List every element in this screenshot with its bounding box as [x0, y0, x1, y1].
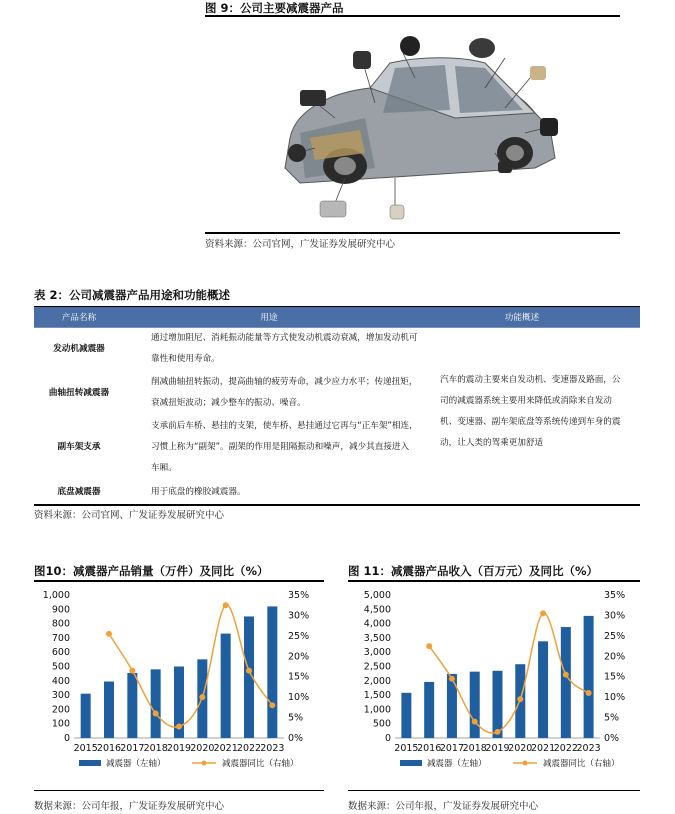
- yoy-point: [153, 710, 159, 716]
- legend-bar-label: 减震器（左轴）: [106, 759, 166, 769]
- product-name: 发动机减震器: [53, 344, 105, 354]
- bar: [127, 673, 137, 738]
- left-tick-label: 800: [51, 618, 70, 630]
- right-tick-label: 25%: [604, 630, 626, 642]
- chart11-title: 图 11：减震器产品收入（百万元）及同比（%）: [348, 564, 599, 578]
- use-line: 衰减扭矩波动；减少整车的振动、噪音。: [151, 398, 306, 408]
- car-illustration: [205, 18, 620, 230]
- left-tick-label: 4,000: [363, 618, 391, 630]
- function-line: 动，让人类的驾乘更加舒适: [440, 438, 544, 448]
- chart11-bottom-rule: [348, 790, 640, 791]
- use-line: 削减曲轴扭转振动，提高曲轴的疲劳寿命，减少应力水平；传递扭矩，: [151, 377, 418, 387]
- x-tick-label: 2020: [190, 743, 215, 754]
- function-line: 机、变速器、副车架底盘等系统传递到车身的震: [440, 417, 621, 427]
- damper-part-9: [320, 201, 346, 217]
- right-tick-label: 20%: [604, 651, 626, 663]
- left-tick-label: 3,500: [363, 632, 391, 644]
- damper-part-3: [469, 38, 495, 58]
- damper-part-10: [390, 205, 404, 219]
- x-tick-label: 2015: [73, 743, 98, 754]
- damper-part-8: [288, 144, 306, 162]
- bar: [470, 672, 480, 738]
- right-tick-label: 10%: [604, 692, 626, 704]
- left-tick-label: 700: [51, 632, 70, 644]
- left-tick-label: 100: [51, 718, 70, 730]
- product-name: 曲轴扭转减震器: [48, 388, 110, 398]
- right-tick-label: 20%: [288, 651, 310, 663]
- legend-line-marker: [523, 761, 528, 766]
- x-tick-label: 2021: [213, 743, 238, 754]
- bar: [401, 693, 411, 738]
- table2-source: 资料来源：公司官网、广发证券发展研究中心: [34, 510, 225, 521]
- chart10-top-rule: [34, 580, 324, 582]
- left-tick-label: 1,000: [363, 704, 391, 716]
- chart10-bottom-rule: [34, 790, 324, 791]
- damper-part-5: [530, 66, 546, 80]
- bar: [81, 694, 91, 738]
- car-body: [285, 58, 555, 184]
- left-tick-label: 400: [51, 675, 70, 687]
- yoy-point: [540, 610, 546, 616]
- figure9-bottom-rule: [205, 232, 620, 234]
- yoy-point: [449, 676, 455, 682]
- left-tick-label: 200: [51, 704, 70, 716]
- right-tick-label: 15%: [288, 671, 310, 683]
- chart10-source: 数据来源：公司年报，广发证券发展研究中心: [34, 801, 225, 812]
- left-tick-label: 2,500: [363, 661, 391, 673]
- bar: [267, 606, 277, 738]
- yoy-point: [495, 729, 501, 735]
- figure9-title: 图 9：公司主要减震器产品: [205, 1, 344, 15]
- damper-part-2: [400, 36, 420, 56]
- x-tick-label: 2019: [485, 743, 510, 754]
- x-tick-label: 2017: [439, 743, 465, 754]
- x-tick-label: 2017: [120, 743, 145, 754]
- x-tick-label: 2023: [260, 743, 285, 754]
- use-line: 通过增加阻尼、消耗振动能量等方式使发动机震动衰减，增加发动机可: [151, 333, 418, 343]
- bar: [538, 641, 548, 738]
- table2-title: 表 2：公司减震器产品用途和功能概述: [34, 288, 231, 302]
- legend-bar-label: 减震器（左轴）: [427, 759, 487, 769]
- left-tick-label: 0: [63, 733, 70, 744]
- right-tick-label: 5%: [604, 712, 620, 724]
- function-line: 汽车的震动主要来自发动机、变速器及路面，公: [440, 375, 621, 385]
- yoy-point: [223, 602, 229, 608]
- x-tick-label: 2016: [96, 743, 122, 754]
- left-tick-label: 5,000: [363, 590, 391, 601]
- x-tick-label: 2021: [530, 743, 556, 754]
- damper-part-7: [498, 161, 512, 173]
- x-tick-label: 2016: [417, 743, 442, 754]
- left-tick-label: 500: [51, 661, 70, 673]
- left-tick-label: 900: [51, 604, 70, 616]
- right-tick-label: 0%: [288, 733, 304, 744]
- right-tick-label: 15%: [604, 671, 626, 683]
- left-tick-label: 3,000: [363, 647, 391, 659]
- bar: [584, 616, 594, 738]
- x-tick-label: 2022: [236, 743, 262, 754]
- yoy-point: [472, 719, 478, 725]
- table-row: [34, 328, 640, 372]
- yoy-point: [563, 672, 569, 678]
- yoy-point: [586, 690, 592, 696]
- chart11-source: 数据来源：公司年报，广发证券发展研究中心: [348, 801, 539, 812]
- yoy-point: [129, 668, 135, 674]
- x-tick-label: 2023: [576, 743, 601, 754]
- left-tick-label: 300: [51, 690, 70, 702]
- header-product-name: 产品名称: [61, 313, 97, 323]
- damper-part-6: [540, 118, 558, 136]
- use-line: 用于底盘的橡胶减震器。: [151, 487, 246, 497]
- right-tick-label: 0%: [604, 733, 620, 744]
- bar: [447, 674, 457, 738]
- function-line: 司的减震器系统主要用来降低或消除来自发动: [440, 396, 612, 406]
- x-tick-label: 2020: [508, 743, 533, 754]
- bar: [104, 682, 114, 738]
- x-tick-label: 2015: [394, 743, 419, 754]
- use-line: 习惯上称为“副架”。副架的作用是阻隔振动和噪声，减少其直接进入: [151, 442, 410, 452]
- use-line: 靠性和使用寿命。: [151, 354, 220, 364]
- use-line: 车厢。: [151, 463, 177, 473]
- bar: [221, 634, 231, 738]
- right-tick-label: 35%: [604, 590, 626, 601]
- x-tick-label: 2018: [143, 743, 168, 754]
- right-tick-label: 35%: [288, 590, 310, 601]
- figure9-source: 资料来源：公司官网，广发证券发展研究中心: [205, 239, 396, 250]
- legend-line-label: 减震器同比（右轴）: [222, 759, 299, 769]
- legend-bar-swatch: [79, 760, 101, 766]
- bar: [493, 671, 503, 738]
- yoy-point: [176, 724, 182, 730]
- header-use: 用途: [260, 313, 278, 323]
- x-tick-label: 2018: [462, 743, 487, 754]
- header-function: 功能概述: [504, 313, 540, 323]
- right-tick-label: 25%: [288, 630, 310, 642]
- left-tick-label: 2,000: [363, 675, 391, 687]
- use-line: 支承前后车桥、悬挂的支架，使车桥、悬挂通过它再与“正车架”相连，: [151, 421, 418, 431]
- left-tick-label: 1,000: [42, 590, 70, 601]
- left-tick-label: 1,500: [363, 690, 391, 702]
- left-tick-label: 500: [372, 718, 391, 730]
- product-name: 底盘减震器: [57, 487, 101, 497]
- yoy-point: [517, 696, 523, 702]
- yoy-point: [426, 643, 432, 649]
- left-tick-label: 4,500: [363, 604, 391, 616]
- x-tick-label: 2022: [553, 743, 578, 754]
- right-tick-label: 30%: [604, 610, 626, 622]
- table2: [34, 306, 640, 497]
- left-tick-label: 0: [384, 733, 391, 744]
- chart11: [348, 583, 640, 783]
- yoy-point: [269, 702, 275, 708]
- legend-line-label: 减震器同比（右轴）: [543, 759, 620, 769]
- chart10-title: 图10：减震器产品销量（万件）及同比（%）: [34, 564, 269, 578]
- chart10: [34, 583, 324, 783]
- table2-bottom-rule: [34, 504, 640, 506]
- table-row: [34, 482, 640, 504]
- right-tick-label: 5%: [288, 712, 304, 724]
- table-header-row: [34, 306, 640, 328]
- x-tick-label: 2019: [166, 743, 192, 754]
- figure9-top-rule: [205, 15, 620, 17]
- yoy-point: [106, 631, 112, 637]
- yoy-point: [246, 668, 252, 674]
- right-tick-label: 10%: [288, 692, 310, 704]
- bar: [424, 682, 434, 738]
- legend-line-marker: [202, 761, 207, 766]
- yoy-point: [199, 694, 205, 700]
- product-name: 副车架支承: [57, 442, 101, 452]
- bar: [151, 669, 161, 738]
- damper-part-1: [353, 51, 371, 69]
- legend-bar-swatch: [400, 760, 422, 766]
- left-tick-label: 600: [51, 647, 70, 659]
- right-tick-label: 30%: [288, 610, 310, 622]
- damper-part-4: [300, 90, 326, 106]
- chart11-top-rule: [348, 580, 640, 582]
- bar: [561, 627, 571, 738]
